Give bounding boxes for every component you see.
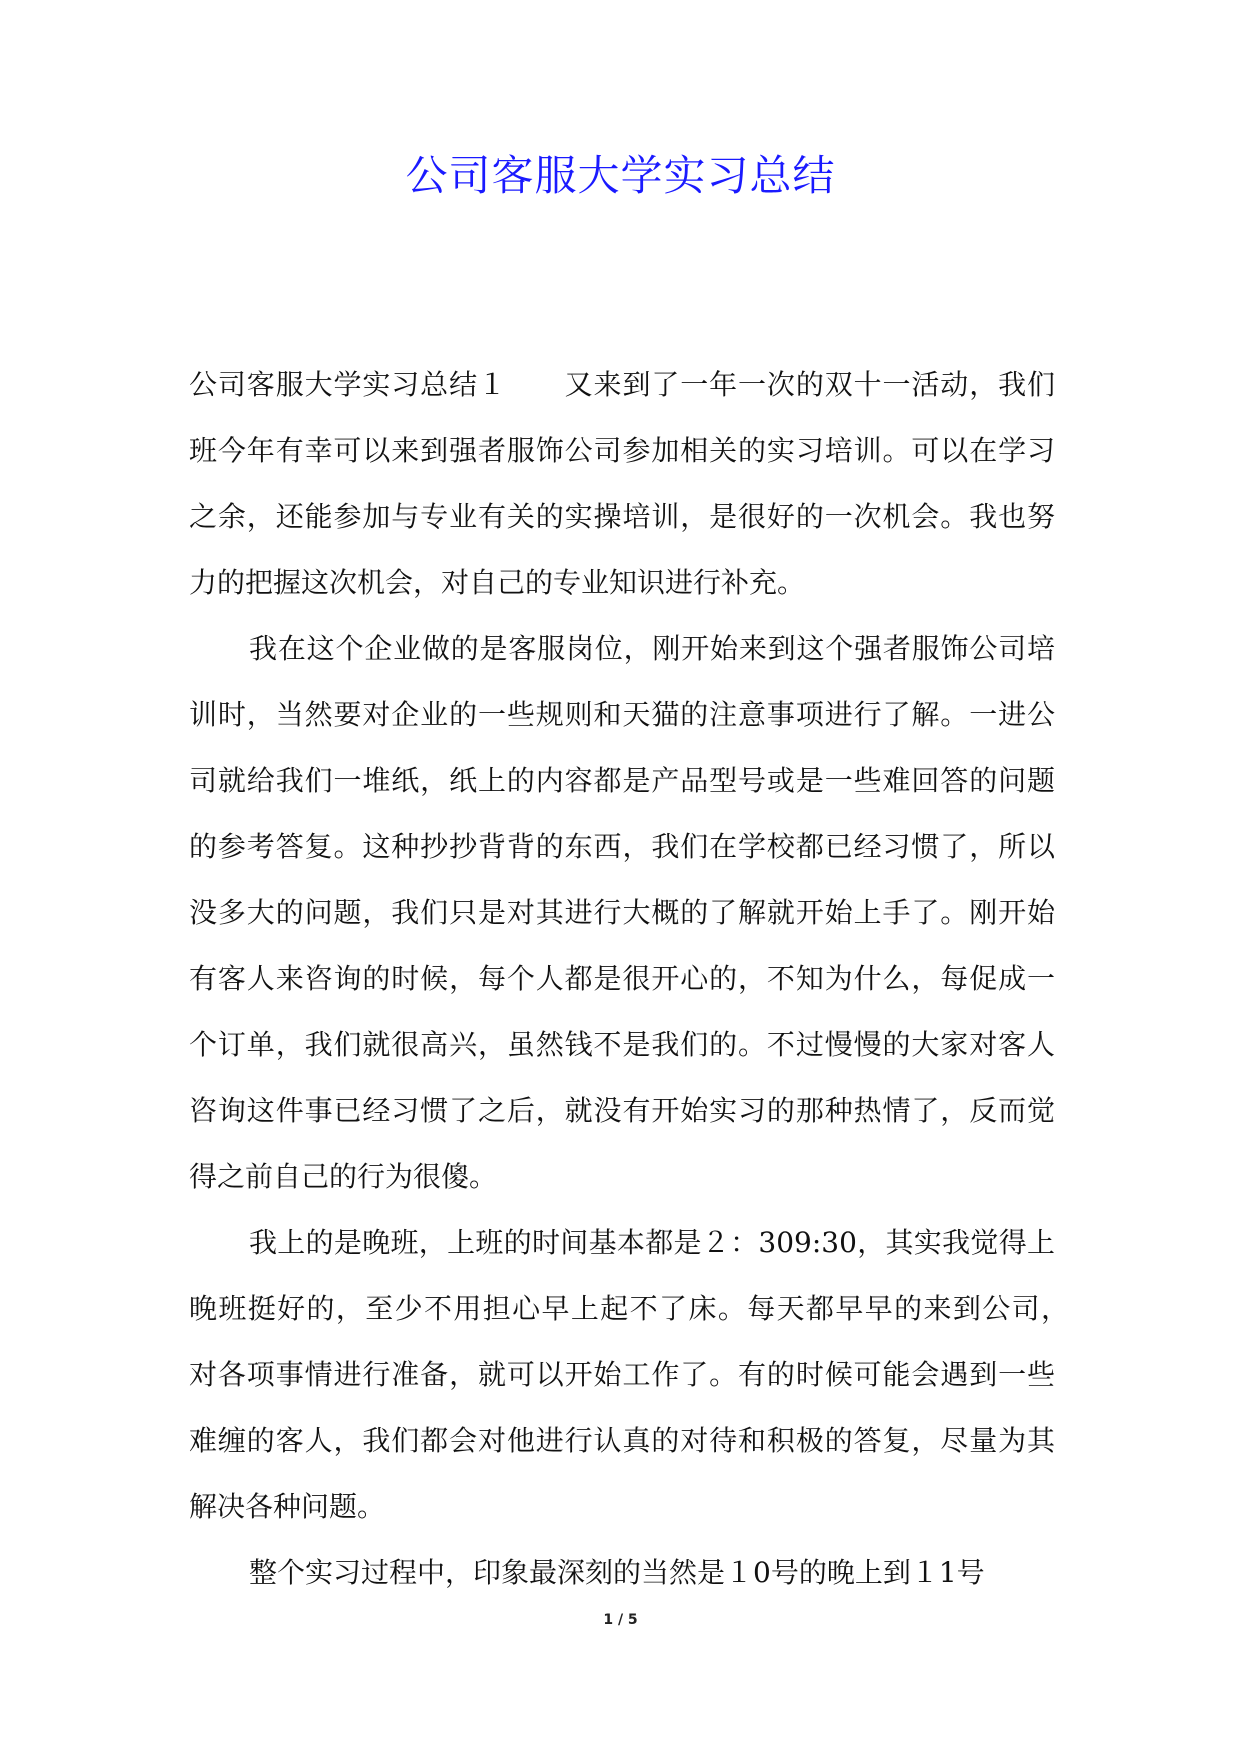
page-number: 1 / 5 — [603, 1612, 638, 1628]
paragraph-night-shift: 我上的是晚班，上班的时间基本都是２：309:30，其实我觉得上晚班挺好的，至少不用担心早上起不了床。每天都早早的来到公司， 对各项事情进行准备，就可以开始工作了。有的时候可能会遇到一些难缠的客人，我们都会对他进行认真的对待和积极的答复，尽量为其解决各种问题。 — [189, 1226, 1084, 1523]
paragraph-intro: 公司客服大学实习总结１ 又来到了一年一次的双十一活动，我们班今年有幸可以来到强者服饰公司参加相关的实习培训。可以在学习之余，还能参加与专业有关的实操培训，是很好的一次机会。我也努力的把握这次机会，对自己的专业知识进行补充。 — [189, 368, 1055, 599]
paragraph-customer-service: 我在这个企业做的是客服岗位，刚开始来到这个强者服饰公司培训时，当然要对企业的一些规则和天猫的注意事项进行了解。一进公司就给我们一堆纸，纸上的内容都是产品型号或是一些难回答的问题的参考答复。这种抄抄背背的东西，我们在学校都已经习惯了，所以没多大的问题，我们只是对其进行大概的了解就开始上手了。刚开始有客人来咨询的时候，每个人都是很开心的，不知为什么，每促成一个订单，我们就很高兴，虽然钱不是我们的。不过慢慢的大家对客人咨询这件事已经习惯了之后，就没有开始实习的那种热情了，反而觉得之前自己的行为很傻。 — [189, 632, 1055, 1193]
paragraph-impression: 整个实习过程中，印象最深刻的当然是１0号的晚上到１1号 — [249, 1556, 985, 1589]
document-title: 公司客服大学实习总结 — [405, 151, 836, 200]
document-body — [189, 352, 1084, 1606]
